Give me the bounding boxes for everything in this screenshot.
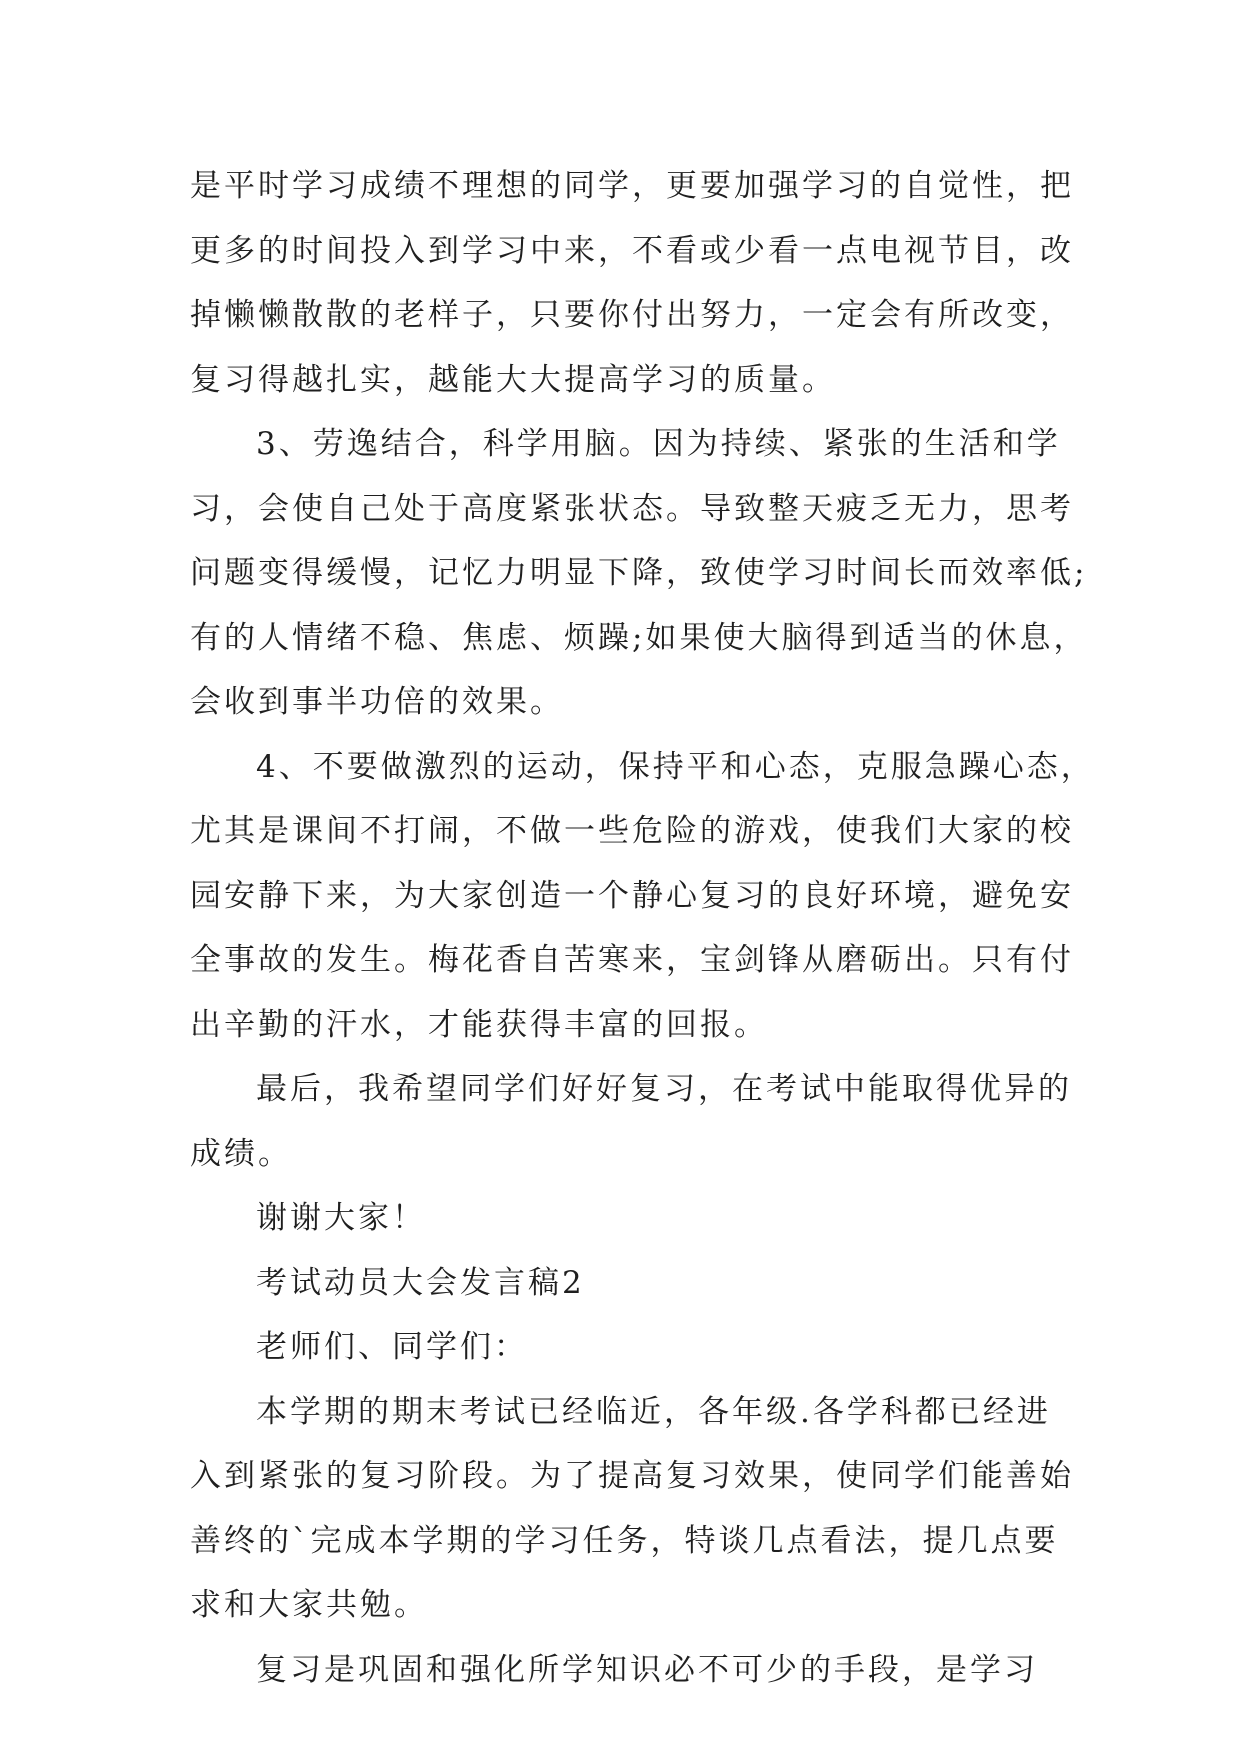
text-line: 更多的时间投入到学习中来，不看或少看一点电视节目，改 [190, 232, 1074, 269]
text-line: 出辛勤的汗水，才能获得丰富的回报。 [190, 1006, 768, 1043]
text-line: 尤其是课间不打闹，不做一些危险的游戏，使我们大家的校 [190, 813, 1074, 849]
text-line: 是平时学习成绩不理想的同学，更要加强学习的自觉性，把 [190, 168, 1074, 204]
text-line: 最后，我希望同学们好好复习，在考试中能取得优异的 [256, 1071, 1072, 1107]
text-line: 习，会使自己处于高度紧张状态。导致整天疲乏无力，思考 [190, 490, 1074, 527]
text-line: 4、不要做激烈的运动，保持平和心态，克服急躁心态， [256, 748, 1095, 785]
text-line: 复习得越扎实，越能大大提高学习的质量。 [190, 361, 836, 398]
text-line: 掉懒懒散散的老样子，只要你付出努力，一定会有所改变， [190, 297, 1074, 333]
text-line: 本学期的期末考试已经临近，各年级.各学科都已经进 [256, 1393, 1051, 1430]
text-line: 问题变得缓慢，记忆力明显下降，致使学习时间长而效率低; [190, 555, 1088, 591]
text-line: 善终的`完成本学期的学习任务，特谈几点看法，提几点要 [190, 1522, 1059, 1559]
text-line: 求和大家共勉。 [190, 1587, 428, 1623]
text-line: 3、劳逸结合，科学用脑。因为持续、紧张的生活和学 [256, 426, 1061, 462]
salutation: 老师们、同学们： [256, 1329, 528, 1365]
text-line: 全事故的发生。梅花香自苦寒来，宝剑锋从磨砺出。只有付 [190, 942, 1074, 978]
text-line: 园安静下来，为大家创造一个静心复习的良好环境，避免安 [190, 877, 1074, 914]
text-line: 入到紧张的复习阶段。为了提高复习效果，使同学们能善始 [190, 1458, 1074, 1494]
text-line: 复习是巩固和强化所学知识必不可少的手段，是学习 [256, 1651, 1038, 1688]
text-line: 会收到事半功倍的效果。 [190, 684, 564, 720]
document-body [190, 154, 1095, 1702]
text-line: 成绩。 [190, 1135, 292, 1172]
section-title: 考试动员大会发言稿2 [256, 1264, 585, 1301]
text-line: 谢谢大家！ [256, 1200, 426, 1236]
text-line: 有的人情绪不稳、焦虑、烦躁;如果使大脑得到适当的休息， [190, 619, 1088, 656]
